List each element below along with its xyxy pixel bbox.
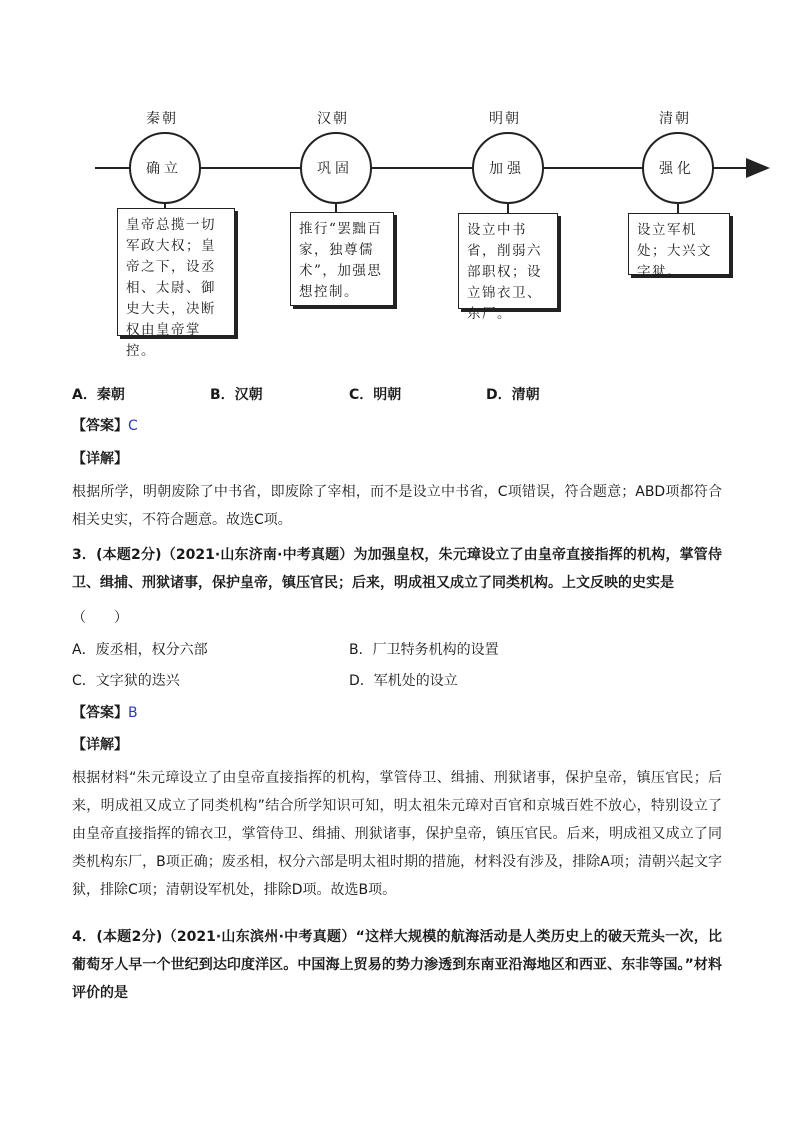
q3-detail-text: 根据材料“朱元璋设立了由皇帝直接指挥的机构，掌管侍卫、缉捕、刑狱诸事，保护皇帝，镇压官民；后来，明成祖又成立了同类机构”结合所学知识可知，明太祖朱元璋对百官和京城百姓不放心，特别设立了由皇帝直接指挥的锦衣卫，掌管侍卫、缉捕、刑狱诸事，保护皇帝，镇压官民。后来，明成祖又成立了同类机构东厂，B项正确；废丞相，权分六部是明太祖时期的措施，材料没有涉及，排除A项；清朝兴起文字狱，排除C项；清朝设军机处，排除D项。故选B项。	[72, 770, 722, 898]
era-box-qin: 皇帝总揽一切军政大权；皇帝之下，设丞相、太尉、御史大夫，决断权由皇帝掌控。	[117, 208, 235, 336]
q3-stem: 3．(本题2分)（2021·山东济南·中考真题）为加强皇权，朱元璋设立了由皇帝直接指挥的机构，掌管侍卫、缉捕、刑狱诸事，保护皇帝，镇压官民；后来，明成祖又成立了同类机构。上文反映的史实是	[72, 547, 722, 591]
q2-answer-value: C	[128, 418, 138, 434]
stage-label-qing: 强化	[659, 161, 695, 177]
q2-option-d: D．清朝	[486, 387, 540, 403]
q3-answer-tag: 【答案】	[72, 705, 128, 721]
era-title-ming: 明朝	[489, 111, 521, 127]
q3-option-d: D．军机处的设立	[349, 673, 458, 689]
q3-detail-tag: 【详解】	[72, 737, 128, 753]
q3-answer-value: B	[128, 705, 138, 721]
q3-option-a: A．废丞相，权分六部	[72, 642, 208, 658]
stage-label-han: 巩固	[317, 161, 353, 177]
timeline-diagram	[0, 0, 794, 380]
era-title-han: 汉朝	[317, 111, 349, 127]
q3-option-b: B．厂卫特务机构的设置	[349, 642, 499, 658]
q2-option-c: C．明朝	[349, 387, 402, 403]
q2-answer-tag: 【答案】	[72, 418, 128, 434]
q2-option-b: B．汉朝	[210, 387, 263, 403]
q2-detail-tag: 【详解】	[72, 451, 128, 467]
q2-option-a: A．秦朝	[72, 387, 125, 403]
stage-label-qin: 确立	[146, 161, 182, 177]
stage-label-ming: 加强	[489, 161, 525, 177]
era-title-qing: 清朝	[659, 111, 691, 127]
era-box-qing: 设立军机处；大兴文字狱。	[628, 213, 730, 275]
q2-answer-row	[72, 416, 138, 436]
era-box-ming: 设立中书省，削弱六部职权；设立锦衣卫、东厂。	[458, 213, 558, 309]
era-title-qin: 秦朝	[146, 111, 178, 127]
q3-answer-row	[72, 703, 138, 723]
q2-detail-text: 根据所学，明朝废除了中书省，即废除了宰相，而不是设立中书省，C项错误，符合题意；ABD项都符合相关史实，不符合题意。故选C项。	[72, 484, 722, 528]
era-box-han: 推行“罢黜百家，独尊儒术”，加强思想控制。	[290, 212, 394, 306]
q4-stem: 4．(本题2分)（2021·山东滨州·中考真题）“这样大规模的航海活动是人类历史上的破天荒头一次，比葡萄牙人早一个世纪到达印度洋区。中国海上贸易的势力渗透到东南亚沿海地区和西亚、东非等国。”材料评价的是	[72, 929, 722, 1001]
q3-option-c: C．文字狱的迭兴	[72, 673, 180, 689]
q3-bracket: （ ）	[72, 610, 128, 626]
